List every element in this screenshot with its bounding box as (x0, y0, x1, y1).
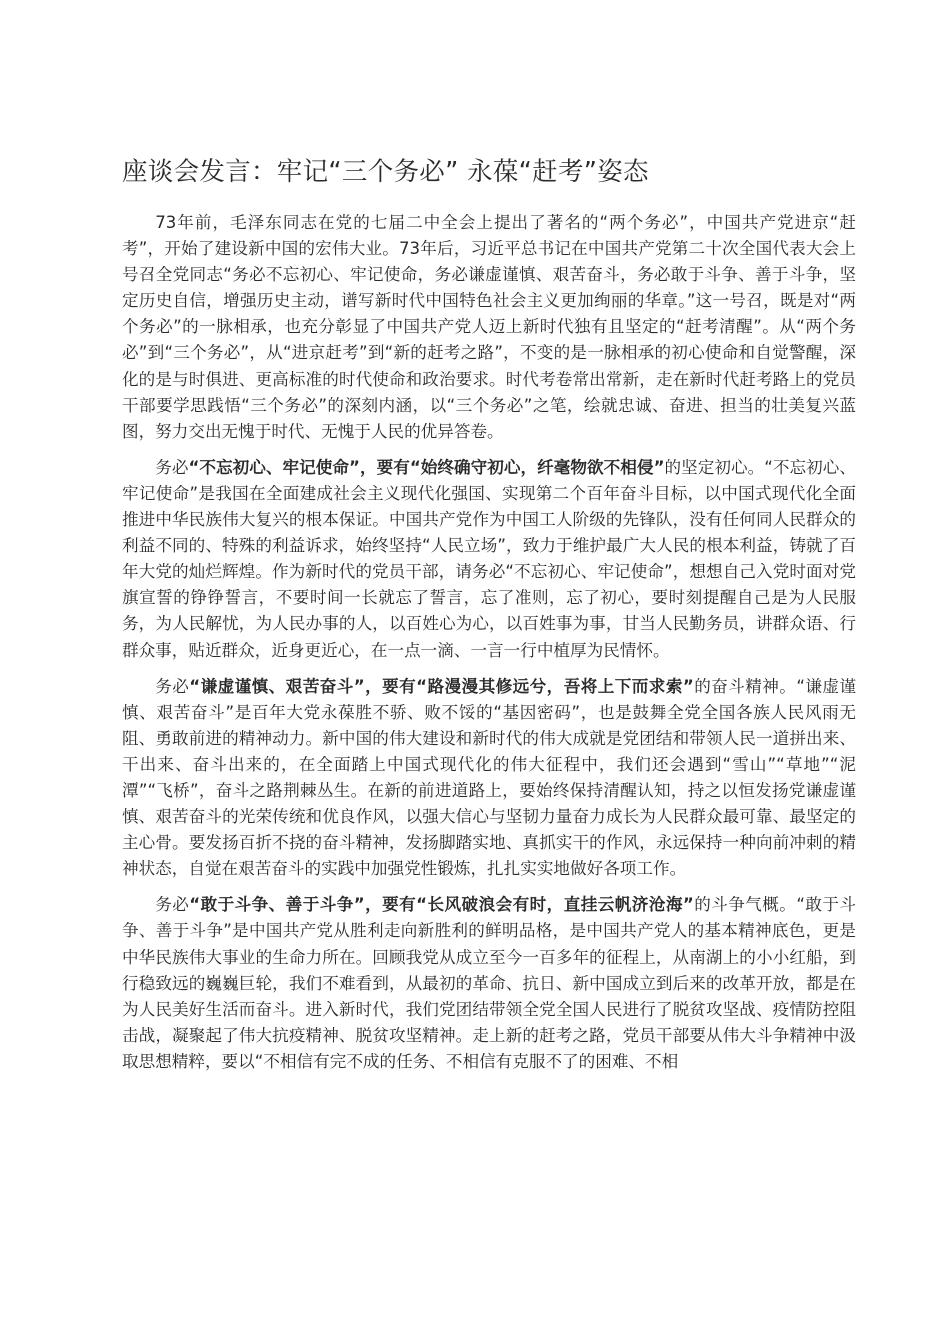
paragraph-2-emphasis: “不忘初心、牢记使命”，要有“始终确守初心，纤毫物欲不相侵” (188, 457, 665, 477)
paragraph-4 (122, 892, 856, 1075)
paragraph-2-text: 的坚定初心。“不忘初心、牢记使命”是我国在全面建成社会主义现代化强国、实现第二个百年奋斗目标，以中国式现代化全面推进中华民族伟大复兴的根本保证。中国共产党作为中国工人阶级的先锋队，没有任何同人民群众的利益不同的、特殊的利益诉求，始终坚持“人民立场”，致力于维护最广大人民的根本利益，铸就了百年大党的灿烂辉煌。作为新时代的党员干部，请务必“不忘初心、牢记使命”，想想自己入党时面对党旗宣誓的铮铮誓言，不要时间一长就忘了誓言，忘了准则，忘了初心，要时刻提醒自己是为人民服务，为人民解忧，为人民办事的人，以百姓心为心，以百姓事为事，甘当人民勤务员，讲群众语、行群众事，贴近群众，近身更近心，在一点一滴、一言一行中植厚为民情怀。 (122, 457, 857, 660)
paragraph-2-lead: 务必 (155, 457, 189, 477)
paragraph-3-lead: 务必 (155, 676, 190, 696)
paragraph-4-emphasis: “敢于斗争、善于斗争”，要有“长风破浪会有时，直挂云帆济沧海” (189, 895, 694, 915)
paragraph-4-text: 的斗争气概。“敢于斗争、善于斗争”是中国共产党从胜利走向新胜利的鲜明品格，是中国共产党人的基本精神底色，更是中华民族伟大事业的生命力所在。回顾我党从成立至今一百多年的征程上，从南湖上的小小红船，到行稳致远的巍巍巨轮，我们不难看到，从最初的革命、抗日、新中国成立到后来的改革开放，都是在为人民美好生活而奋斗。进入新时代，我们党团结带领全党全国人民进行了脱贫攻坚战、疫情防控阻击战，凝聚起了伟大抗疫精神、脱贫攻坚精神。走上新的赶考之路，党员干部要从伟大斗争精神中汲取思想精粹，要以“不相信有完不成的任务、不相信有克服不了的困难、不相 (122, 895, 856, 1071)
paragraph-2 (122, 455, 856, 664)
paragraph-3-text: 的奋斗精神。“谦虚谨慎、艰苦奋斗”是百年大党永葆胜不骄、败不馁的“基因密码”，也是鼓舞全党全国各族人民风雨无阻、勇敢前进的精神动力。新中国的伟大建设和新时代的伟大成就是党团结和带领人民一道拼出来、干出来、奋斗出来的，在全面踏上中国式现代化的伟大征程中，我们还会遇到“雪山”“草地”“泥潭”“飞桥”，奋斗之路荆棘丛生。在新的前进道路上，要始终保持清醒认知，持之以恒发扬党谦虚谨慎、艰苦奋斗的光荣传统和优良作风，以强大信心与坚韧力量奋力成长为人民群众最可靠、最坚定的主心骨。要发扬百折不挠的奋斗精神，发扬脚踏实地、真抓实干的作风，永远保持一种向前冲刺的精神状态，自觉在艰苦奋斗的实践中加强党性锻炼，扎扎实实地做好各项工作。 (122, 676, 856, 879)
paragraph-1-text: 73年前，毛泽东同志在党的七届二中全会上提出了著名的“两个务必”，中国共产党进京“赶考”，开始了建设新中国的宏伟大业。73年后，习近平总书记在中国共产党第二十次全国代表大会上号召全党同志“务必不忘初心、牢记使命，务必谦虚谨慎、艰苦奋斗，务必敢于斗争、善于斗争，坚定历史自信，增强历史主动，谱写新时代中国特色社会主义更加绚丽的华章。”这一号召，既是对“两个务必”的一脉相承，也充分彰显了中国共产党人迈上新时代独有且坚定的“赶考清醒”。从“两个务必”到“三个务必”，从“进京赶考”到“新的赶考之路”，不变的是一脉相承的初心使命和自觉警醒，深化的是与时俱进、更高标准的时代使命和政治要求。时代考卷常出常新，走在新时代赶考路上的党员干部要学思践悟“三个务必”的深刻内涵，以“三个务必”之笔，绘就忠诚、奋进、担当的壮美复兴蓝图，努力交出无愧于时代、无愧于人民的优异答卷。 (122, 213, 856, 441)
paragraph-4-lead: 务必 (155, 895, 190, 915)
document-title: 座谈会发言：牢记“三个务必” 永葆“赶考”姿态 (122, 157, 649, 187)
paragraph-1 (122, 210, 856, 445)
paragraph-3-emphasis: “谦虚谨慎、艰苦奋斗”，要有“路漫漫其修远兮，吾将上下而求索” (189, 676, 694, 696)
paragraph-3 (122, 674, 856, 883)
document-page (122, 148, 856, 1085)
